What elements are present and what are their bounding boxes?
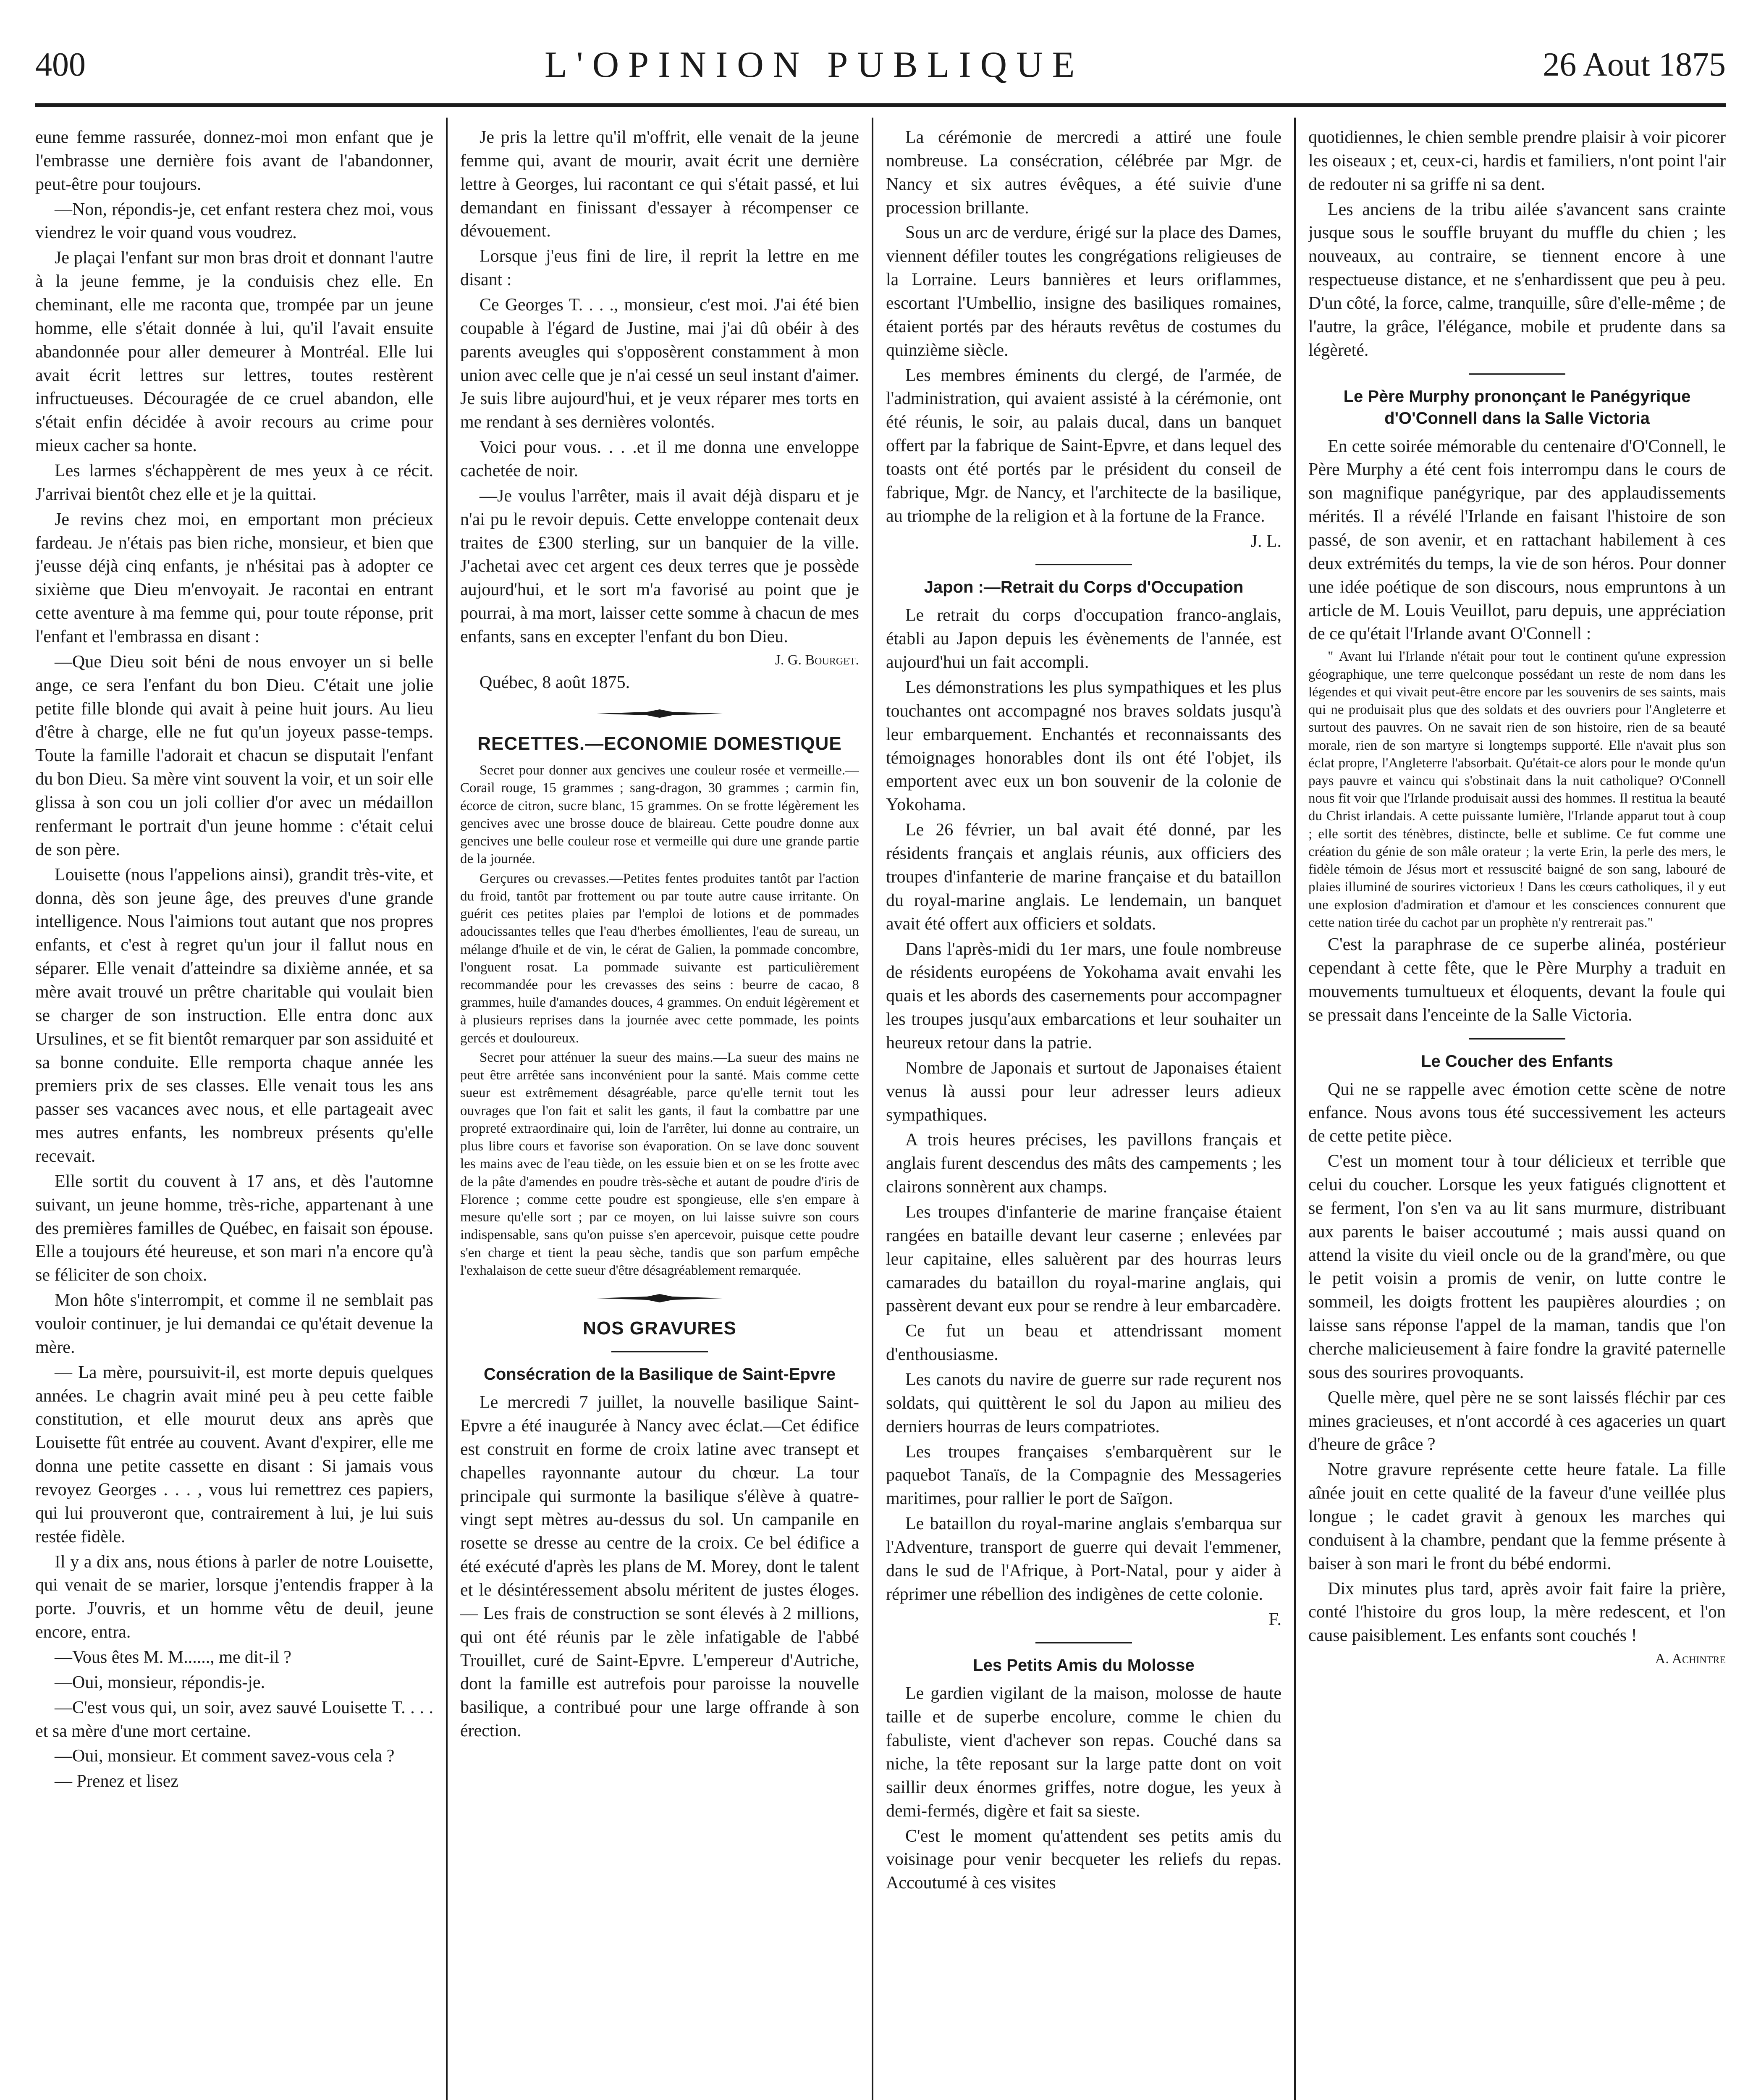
page-number: 400	[35, 46, 86, 83]
paragraph: La cérémonie de mercredi a attiré une foule nombreuse. La consécration, célébrée par Mgr. de Nancy et six autres évêques, a été suivie d'une procession brillante.	[886, 128, 1281, 218]
paragraph: Les troupes françaises s'embarquèrent sur le paquebot Tanaïs, de la Compagnie des Messageries maritimes, pour rallier le port de Saïgon.	[886, 1442, 1281, 1509]
paragraph: Dix minutes plus tard, après avoir fait faire la prière, conté l'histoire du gros loup, la mère redescent, et l'on cause paisiblement. Les enfants sont couchés !	[1308, 1579, 1726, 1646]
header-rule	[35, 103, 1726, 107]
paragraph: Le 26 février, un bal avait été donné, par les résidents français et anglais réunis, aux officiers des troupes d'infanterie de marine française et du bataillon du royal-marine anglais. Le lendemain, un banquet avait été offert aux officiers et soldats.	[886, 820, 1281, 934]
article-title-japon: Japon :—Retrait du Corps d'Occupation	[924, 578, 1244, 597]
paragraph: Mon hôte s'interrompit, et comme il ne semblait pas vouloir continuer, je lui demandai ce qu'était devenue la mère.	[35, 1291, 433, 1357]
dateline: Québec, 8 août 1875.	[480, 673, 630, 693]
paragraph: Louisette (nous l'appelions ainsi), grandit très-vite, et donna, dès son jeune âge, des preuves d'une grande intelligence. Nous l'aimions tout autant que nos propres enfants, et c'est à regret qu'un jour il fallut nous en séparer. Elle venait d'atteindre sa dixième année, et sa mère avait trouvé un prêtre charitable qui voulait bien se charger de son instruction. Elle entra donc aux Ursulines, et se fit bientôt remarquer par son assiduité et sa bonne conduite. Elle remporta chaque année les premiers prix de ses classes. Elle venait tous les ans passer ses vacances avec nous, et elle partageait avec mes autres enfants, les nombreux présents qu'elle recevait.	[35, 865, 433, 1166]
issue-date: 26 Aout 1875	[1543, 46, 1726, 83]
paragraph: eune femme rassurée, donnez-moi mon enfant que je l'embrasse une dernière fois avant de l'abandonner, peut-être pour toujours.	[35, 128, 433, 194]
paragraph: Nombre de Japonais et surtout de Japonaises étaient venus là aussi pour leur adresser leurs adieux sympathiques.	[886, 1058, 1281, 1125]
section-title-gravures: NOS GRAVURES	[583, 1318, 736, 1339]
short-rule	[1469, 373, 1565, 375]
paragraph: Le bataillon du royal-marine anglais s'embarqua sur l'Adventure, transport de guerre qui devait l'emmener, dans le sud de l'Afrique, à Port-Natal, pour y aider à réprimer une rébellion des indigènes de cette colonie.	[886, 1514, 1281, 1604]
column-divider	[1294, 118, 1296, 2100]
paragraph: Les troupes d'infanterie de marine française étaient rangées en bataille devant leur caserne ; enlevées par leur capitaine, elles saluèrent par des hourras leurs camarades du bataillon du royal-marine anglais, qui passèrent devant eux pour se rendre à leur embarcadère.	[886, 1202, 1281, 1316]
paragraph: C'est la paraphrase de ce superbe alinéa, postérieur cependant à cette fête, que le Père Murphy a traduit en mouvements tumultueux et éloquents, devant la foule qui se pressait dans l'enceinte de la Salle Victoria.	[1308, 935, 1726, 1025]
column-4	[1308, 126, 1726, 2100]
short-rule	[1035, 564, 1132, 565]
paragraph: — Prenez et lisez	[55, 1772, 179, 1791]
paragraph: Lorsque j'eus fini de lire, il reprit la lettre en me disant :	[460, 247, 859, 290]
paragraph: Je pris la lettre qu'il m'offrit, elle venait de la jeune femme qui, avant de mourir, avait écrit une dernière lettre à Georges, lui racontant ce qui s'était passé, et lui demandant en finissant d'essayer à récompenser ce dévouement.	[460, 128, 859, 241]
short-rule	[1035, 1642, 1132, 1643]
recipe-paragraph: Secret pour donner aux gencives une couleur rosée et vermeille.—Corail rouge, 15 grammes ; sang-dragon, 30 grammes ; carmin fin, écorce de citron, sucre blanc, 15 grammes. On se frotte légèrement les gencives avec une brosse douce de blaireau. Cette poudre donne aux gencives une belle couleur rose et vermeille qui dure une grande partie de la journée.	[460, 763, 859, 867]
paragraph: quotidiennes, le chien semble prendre plaisir à voir picorer les oiseaux ; et, ceux-ci, hardis et familiers, n'ont point l'air de redouter ni sa griffe ni sa dent.	[1308, 128, 1726, 194]
paragraph: Les démonstrations les plus sympathiques et les plus touchantes ont accompagné nos braves soldats jusqu'à leur embarquement. Enchantés et reconnaissants des témoignages honorables dont ils ont été l'objet, ils emportent avec eux un bon souvenir de la colonie de Yokohama.	[886, 678, 1281, 815]
paragraph: Dans l'après-midi du 1er mars, une foule nombreuse de résidents européens de Yokohama avait envahi les quais et les abords des casernements pour accompagner les troupes jusqu'aux embarcations et leur souhaiter un heureux retour dans la patrie.	[886, 939, 1281, 1053]
short-rule	[611, 1351, 708, 1352]
paragraph: Le mercredi 7 juillet, la nouvelle basilique Saint-Epvre a été inaugurée à Nancy avec éclat.—Cet édifice est construit en forme de croix latine avec transept et chapelles rayonnante autour du chœur. La tour principale qui surmonte la basilique s'élève à quatre-vingt sept mètres au-dessus du sol. Un campanile en rosette se dresse au centre de la croix. Ce bel édifice a été exécuté d'après les plans de M. Morey, dont le talent et le désintéressement absolu méritent de justes éloges. — Les frais de construction se sont élevés à 2 millions, qui ont été réunis par le zèle infatigable de l'abbé Trouillet, curé de Saint-Epvre. L'empereur d'Autriche, dont la famille est autrefois pour paroisse la nouvelle basilique, a contribué pour une large offrande à son érection.	[460, 1393, 859, 1741]
column-2	[460, 126, 859, 2100]
short-rule	[1469, 1038, 1565, 1040]
paragraph: —Oui, monsieur. Et comment savez-vous cela ?	[55, 1746, 395, 1766]
column-3	[886, 126, 1281, 2100]
section-title-recettes: RECETTES.—ECONOMIE DOMESTIQUE	[477, 733, 842, 754]
paragraph: Notre gravure représente cette heure fatale. La fille aînée jouit en cette qualité de la faveur d'une veillée plus longue ; le cadet gravit à genoux les marches qui conduisent à la chambre, pendant que la femme présente à baiser à son mari le front du bébé endormi.	[1308, 1460, 1726, 1573]
paragraph: Ce fut un beau et attendrissant moment d'enthousiasme.	[886, 1321, 1281, 1365]
article-title-murphy: Le Père Murphy prononçant le Panégyrique d'O'Connell dans la Salle Victoria	[1343, 387, 1691, 428]
author-signature: A. Achintre	[1655, 1651, 1726, 1667]
recipe-paragraph: Gerçures ou crevasses.—Petites fentes produites tantôt par l'action du froid, tantôt par frottement ou par toute autre cause irritante. On guérit ces petites plaies par l'emploi de lotions et de pommades adoucissantes telles que l'eau d'herbes émollientes, l'eau de sureau, un mélange d'huile et de vin, le cérat de Galien, la pommade concombre, l'onguent rosat. La pommade suivante est particulièrement recommandée pour les crevasses des seins : beurre de cacao, 8 grammes, huile d'amandes douces, 4 grammes. On enduit légèrement et à plusieurs reprises dans la journée avec cette pommade, les points gercés et douloureux.	[460, 871, 859, 1046]
author-signature: J. G. Bourget.	[775, 652, 859, 668]
author-signature: J. L.	[1250, 531, 1281, 551]
paragraph: Les larmes s'échappèrent de mes yeux à ce récit. J'arrivai bientôt chez elle et je la quittai.	[35, 461, 433, 504]
paragraph: Le retrait du corps d'occupation franco-anglais, établi au Japon depuis les évènements de l'année, est aujourd'hui un fait accompli.	[886, 606, 1281, 672]
column-divider	[872, 118, 873, 2100]
paragraph: Il y a dix ans, nous étions à parler de notre Louisette, qui venait de se marier, lorsque j'entendis frapper à la porte. J'ouvris, et un homme vêtu de deuil, jeune encore, entra.	[35, 1552, 433, 1642]
column-divider	[446, 118, 448, 2100]
paragraph: —Je voulus l'arrêter, mais il avait déjà disparu et je n'ai pu le revoir depuis. Cette enveloppe contenait deux traites de £300 sterling, sur un banquier de la ville. J'achetai avec cet argent ces deux terres que je possède aujourd'hui, et le sort m'a favorisé au point que je pourrai, à ma mort, laisser cette somme à chacun de mes enfants, sans en excepter l'enfant du bon Dieu.	[460, 486, 859, 647]
paragraph: Les canots du navire de guerre sur rade reçurent nos soldats, qui quittèrent le sol du Japon au milieu des derniers hourras de leurs compatriotes.	[886, 1370, 1281, 1436]
paragraph: Ce Georges T. . . ., monsieur, c'est moi. J'ai été bien coupable à l'égard de Justine, mai j'ai dû obéir à des parents aveugles qui s'opposèrent constamment à mon union avec celle que je n'ai cessé un seul instant d'aimer. Je suis libre aujourd'hui, et je veux réparer mes torts en me rendant à ses dernières volontés.	[460, 295, 859, 432]
paragraph: Quelle mère, quel père ne se sont laissés fléchir par ces mines gracieuses, et n'ont accordé à ces agaceries un quart d'heure de grâce ?	[1308, 1388, 1726, 1454]
paragraph: Elle sortit du couvent à 17 ans, et dès l'automne suivant, un jeune homme, très-riche, appartenant à une des premières familles de Québec, en faisait son épouse. Elle a toujours été heureuse, et son mari n'a encore qu'à se féliciter de son choix.	[35, 1171, 433, 1285]
paragraph: —C'est vous qui, un soir, avez sauvé Louisette T. . . . et sa mère d'une mort certaine.	[35, 1698, 433, 1741]
paragraph: Les anciens de la tribu ailée s'avancent sans crainte jusque sous le souffle bruyant du muffle du chien ; les nouveaux, au contraire, se tiennent encore à une respectueuse distance, et ne s'enhardissent que peu à peu. D'un côté, la force, calme, tranquille, sûre d'elle-même ; de l'autre, la grâce, l'élégance, mobile et prudente dans sa légèreté.	[1308, 200, 1726, 360]
masthead-title: L'OPINION PUBLIQUE	[544, 44, 1084, 85]
quotation: " Avant lui l'Irlande n'était pour tout le continent qu'une expression géographique, une terre quelconque possédant un reste de nom dans les légendes et qui vivait peut-être encore par les souvenirs de ses saints, mais qui ne produisait plus que des soldats et des ouvriers pour l'Angleterre et surtout des pauvres. On ne savait rien de son histoire, rien de sa beauté morale, rien de son martyre si longtemps supporté. Elle n'avait plus son éclat propre, l'Angleterre l'absorbait. Qu'était-ce alors pour le monde qu'un pays pauvre et vaincu qui s'obstinait dans la nuit catholique? O'Connell nous fit voir que l'Irlande produisait aussi des hommes. Il restitua la beauté du Christ irlandais. A cette puissante lumière, l'Irlande apparut tout à coup ; elle sortit des ténèbres, distincte, belle et sublime. Ce fut comme une création du génie de son mâle orateur ; la verte Erin, la perle des mers, le fidèle témoin de Jésus mort et ressuscité baigné de son sang, labouré de plaies illuminé de sourires victorieux ! Dans les cœurs catholiques, il y eut une explosion d'admiration et d'amour et les consciences connurent que cette nation tirée du cachot par un prophète n'y rentrerait pas."	[1308, 649, 1726, 930]
column-1	[35, 126, 433, 2100]
recipe-paragraph: Secret pour atténuer la sueur des mains.—La sueur des mains ne peut être arrêtée sans inconvénient pour la santé. Mais comme cette sueur est extrêmement désagréable, parce qu'elle ternit tout les ouvrages que l'on fait et salit les gants, il faut la combattre par une propreté extraordinaire qui, loin de l'arrêter, lui donne au contraire, un plus libre cours et favorise son évaporation. On se lave donc souvent les mains avec de l'eau tiède, on les essuie bien et on se les frotte avec de la pâte d'amendes en poudre très-sèche et autant de poudre d'iris de Florence ; comme cette poudre est spongieuse, elle s'en empare à mesure qu'elle sort ; par ce moyen, on lui laisse suivre son cours indispensable, sans qu'on puisse s'en apercevoir, puisque cette poudre s'en charge et tient la peau sèche, tandis que son parfum empêche l'exhalaison de cette sueur d'être désagréablement remarquée.	[460, 1050, 859, 1278]
paragraph: En cette soirée mémorable du centenaire d'O'Connell, le Père Murphy a été cent fois interrompu dans le cours de son magnifique panégyrique, par des applaudissements mérités. Il a révélé l'Irlande en faisant l'histoire de son passé, de son avenir, et en rattachant habilement à ces deux extrémités du temps, la vie de son héros. Pour donner une idée poétique de son discours, nous empruntons à un article de M. Louis Veuillot, paru depuis, une appréciation de ce qu'était l'Irlande avant O'Connell :	[1308, 436, 1726, 644]
paragraph: —Que Dieu soit béni de nous envoyer un si belle ange, ce sera l'enfant du bon Dieu. C'était une jolie petite fille blonde qui avait à peine huit jours. Au lieu d'être à charge, elle ne fut qu'un joyeux passe-temps. Toute la famille l'adorait et chacun se disputait l'enfant du bon Dieu. Sa mère vint souvent la voir, et un soir elle glissa à son cou un joli collier d'or avec un médaillon renfermant le portrait d'un jeune homme : c'était celui de son père.	[35, 652, 433, 859]
page-header	[35, 35, 1726, 94]
ornament-divider	[460, 705, 859, 722]
paragraph: Voici pour vous. . . .et il me donna une enveloppe cachetée de noir.	[460, 438, 859, 481]
paragraph: A trois heures précises, les pavillons français et anglais furent descendus des mâts des campements ; les clairons sonnèrent aux champs.	[886, 1130, 1281, 1197]
paragraph: —Oui, monsieur, répondis-je.	[55, 1672, 265, 1692]
ornament-divider	[460, 1289, 859, 1306]
author-signature: F.	[1268, 1609, 1281, 1629]
paragraph: Je plaçai l'enfant sur mon bras droit et donnant l'autre à la jeune femme, je la conduisis chez elle. En cheminant, elle me raconta que, trompée par un jeune homme, elle s'était donnée à lui, qu'il l'avait ensuite abandonnée pour aller demeurer à Montréal. Elle lui avait écrit lettres sur lettres, toutes restèrent infructueuses. Découragée de ce cruel abandon, elle s'était enfin décidée à avoir recours au crime pour mieux cacher sa honte.	[35, 248, 433, 456]
article-title-coucher: Le Coucher des Enfants	[1421, 1052, 1613, 1071]
paragraph: Sous un arc de verdure, érigé sur la place des Dames, viennent défiler toutes les congrégations religieuses de la Lorraine. Leurs bannières et leurs oriflammes, escortant l'Umbellio, insigne des basiliques romaines, étaient portés par des hérauts revêtus de costumes du quinzième siècle.	[886, 223, 1281, 360]
paragraph: Les membres éminents du clergé, de l'armée, de l'administration, qui avaient assisté à la cérémonie, ont été réunis, le soir, au palais ducal, dans un banquet offert par la fabrique de Saint-Epvre, et dans lequel des toasts ont été portés par le président du conseil de fabrique, Mgr. de Nancy, et l'architecte de la basilique, au triomphe de la religion et à la fortune de la France.	[886, 365, 1281, 526]
article-title-consecration: Consécration de la Basilique de Saint-Epvre	[483, 1365, 836, 1384]
paragraph: Je revins chez moi, en emportant mon précieux fardeau. Je n'étais pas bien riche, monsieur, et bien que j'eusse déjà cinq enfants, je n'hésitai pas à adopter ce sixième que Dieu m'envoyait. Je racontai en entrant cette aventure à ma femme qui, pour toute réponse, prit l'enfant et l'embrassa en disant :	[35, 509, 433, 647]
paragraph: Le gardien vigilant de la maison, molosse de haute taille et de superbe encolure, comme le chien du fabuliste, vient d'achever son repas. Couché dans sa niche, la tête reposant sur la large patte dont on voit saillir deux énormes griffes, notre dogue, les yeux à demi-fermés, digère et fait sa sieste.	[886, 1684, 1281, 1821]
paragraph: Qui ne se rappelle avec émotion cette scène de notre enfance. Nous avons tous été successivement les acteurs de cette petite pièce.	[1308, 1079, 1726, 1146]
ornament-icon	[597, 1293, 723, 1303]
article-title-molosse: Les Petits Amis du Molosse	[973, 1656, 1195, 1675]
paragraph: —Non, répondis-je, cet enfant restera chez moi, vous viendrez le voir quand vous voudrez.	[35, 200, 433, 243]
paragraph: —Vous êtes M. M......, me dit-il ?	[55, 1648, 291, 1667]
ornament-icon	[597, 709, 723, 719]
paragraph: C'est le moment qu'attendent ses petits amis du voisinage pour venir becqueter les reliefs du repas. Accoutumé à ces visites	[886, 1826, 1281, 1893]
paragraph: — La mère, poursuivit-il, est morte depuis quelques années. Le chagrin avait miné peu à peu cette faible constitution, et elle mourut deux ans après que Louisette fût entrée au couvent. Avant d'expirer, elle me donna une petite cassette en disant : Si jamais vous revoyez Georges . . . , vous lui remettrez ces papiers, qui lui prouveront que, contrairement à lui, je lui suis restée fidèle.	[35, 1362, 433, 1546]
paragraph: C'est un moment tour à tour délicieux et terrible que celui du coucher. Lorsque les yeux fatigués clignottent et se ferment, l'on s'en va au lit sans murmure, distribuant aux parents le baiser accoutumé ; mais aussi quand on attend la visite du vieil oncle ou de la grand'mère, ou que le petit voisin a promis de venir, on lutte contre le sommeil, les doigts frottent les paupières alourdies ; on laisse sans réponse l'appel de la maman, tandis que l'on cherche malicieusement à faire fondre la gravité paternelle sous des sourires provoquants.	[1308, 1152, 1726, 1382]
